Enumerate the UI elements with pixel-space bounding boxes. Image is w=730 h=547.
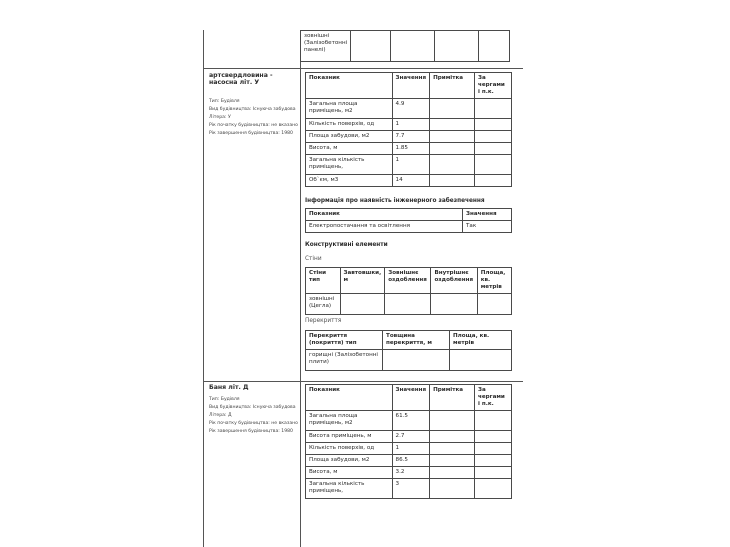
col-header: Показник [306,385,393,411]
constructive-title: Конструктивні елементи [305,242,388,248]
floors-label: Перекриття [305,318,342,324]
floors-thickness [383,350,450,371]
outer-left-border [203,30,204,547]
building-d-meta [209,396,301,436]
walls-type: зовнішні (Цегла) [306,294,341,315]
walls-table [305,267,512,315]
col-header: Примітка [430,385,475,411]
param-value: 2.7 [392,431,430,443]
param-name: Загальна площа приміщень, м2 [306,411,393,431]
table-row [306,443,512,455]
col-header: Перекриття (покриття) тип [306,331,383,350]
param-value: 3.2 [392,467,430,479]
param-value: 1.85 [392,143,430,155]
col-header: Площа, кв. метрів [450,331,512,350]
col-header: Значення [392,385,430,411]
table-row [306,350,512,371]
param-name: Загальна кількість приміщень, [306,155,393,175]
col-header: Показник [306,209,463,221]
col-header: Показник [306,73,393,99]
building-d-type: Тип: Будівля [209,397,240,402]
building-u-letter: Літера: У [209,115,231,120]
floors-table [305,330,512,371]
floors-type: горищні (Залізобетонні плити) [306,350,383,371]
walls-area [477,294,511,315]
col-header: За чергами і п.к. [475,73,512,99]
col-header: За чергами і п.к. [475,385,512,411]
col-header: Значення [463,209,512,221]
col-header: Зовнішнє оздоблення [385,268,431,294]
table-row [306,221,512,233]
table-row [306,431,512,443]
col-header: Товщина перекриття, м [383,331,450,350]
param-value: 3 [392,479,430,499]
param-value: 61.5 [392,411,430,431]
building-d-start-year: Рік початку будівництва: не вказано [209,421,298,426]
table-row [306,99,512,119]
eng-name: Електропостачання та освітлення [306,221,463,233]
building-u-type: Тип: Будівля [209,99,240,104]
param-name: Загальна кількість приміщень, [306,479,393,499]
top-walls-cell: зовнішні (Залізобетонні панелі) [301,31,351,62]
param-name: Висота, м [306,467,393,479]
section-divider-1 [203,68,523,69]
col-header: Внутрішнє оздоблення [431,268,477,294]
col-header: Стіни тип [306,268,341,294]
building-d-letter: Літера: Д [209,413,232,418]
building-d-kind: Вид будівництва: Існуюча забудова [209,405,296,410]
building-u-end-year: Рік завершення будівництва: 1980 [209,131,293,136]
table-row [306,119,512,131]
param-value: 86.5 [392,455,430,467]
walls-thickness [340,294,385,315]
param-value: 1 [392,119,430,131]
walls-interior [431,294,477,315]
building-u-kind: Вид будівництва: Існуюча забудова [209,107,296,112]
param-name: Висота, м [306,143,393,155]
top-walls-table-fragment [300,30,510,62]
param-name: Об`єм, м3 [306,175,393,187]
col-header: Площа, кв. метрів [477,268,511,294]
param-value: 4.9 [392,99,430,119]
table-row [306,467,512,479]
engineering-title: Інформація про наявність інженерного забезпечення [305,198,485,204]
table-row [306,479,512,499]
table-row [306,411,512,431]
walls-label: Стіни [305,256,322,262]
engineering-table [305,208,512,233]
param-name: Кількість поверхів, од [306,443,393,455]
param-value: 1 [392,443,430,455]
col-header: Примітка [430,73,475,99]
floors-area [450,350,512,371]
param-name: Площа забудови, м2 [306,455,393,467]
building-u-start-year: Рік початку будівництва: не вказано [209,123,298,128]
eng-value: Так [463,221,512,233]
building-d-params-table [305,384,512,499]
param-name: Площа забудови, м2 [306,131,393,143]
param-name: Висота приміщень, м [306,431,393,443]
param-name: Кількість поверхів, од [306,119,393,131]
col-header: Значення [392,73,430,99]
param-name: Загальна площа приміщень, м2 [306,99,393,119]
table-row [306,155,512,175]
table-row [306,294,512,315]
col-header: Завтовшки, м [340,268,385,294]
walls-exterior [385,294,431,315]
building-u-title: артсвердловина - насосна літ. У [209,72,273,86]
building-u-meta [209,98,301,138]
param-value: 14 [392,175,430,187]
table-row [306,455,512,467]
table-row [306,175,512,187]
building-d-title: Баня літ. Д [209,384,249,391]
building-d-end-year: Рік завершення будівництва: 1980 [209,429,293,434]
building-u-params-table [305,72,512,187]
table-row [306,143,512,155]
section-divider-2 [203,381,523,382]
param-value: 1 [392,155,430,175]
table-row [306,131,512,143]
param-value: 7.7 [392,131,430,143]
